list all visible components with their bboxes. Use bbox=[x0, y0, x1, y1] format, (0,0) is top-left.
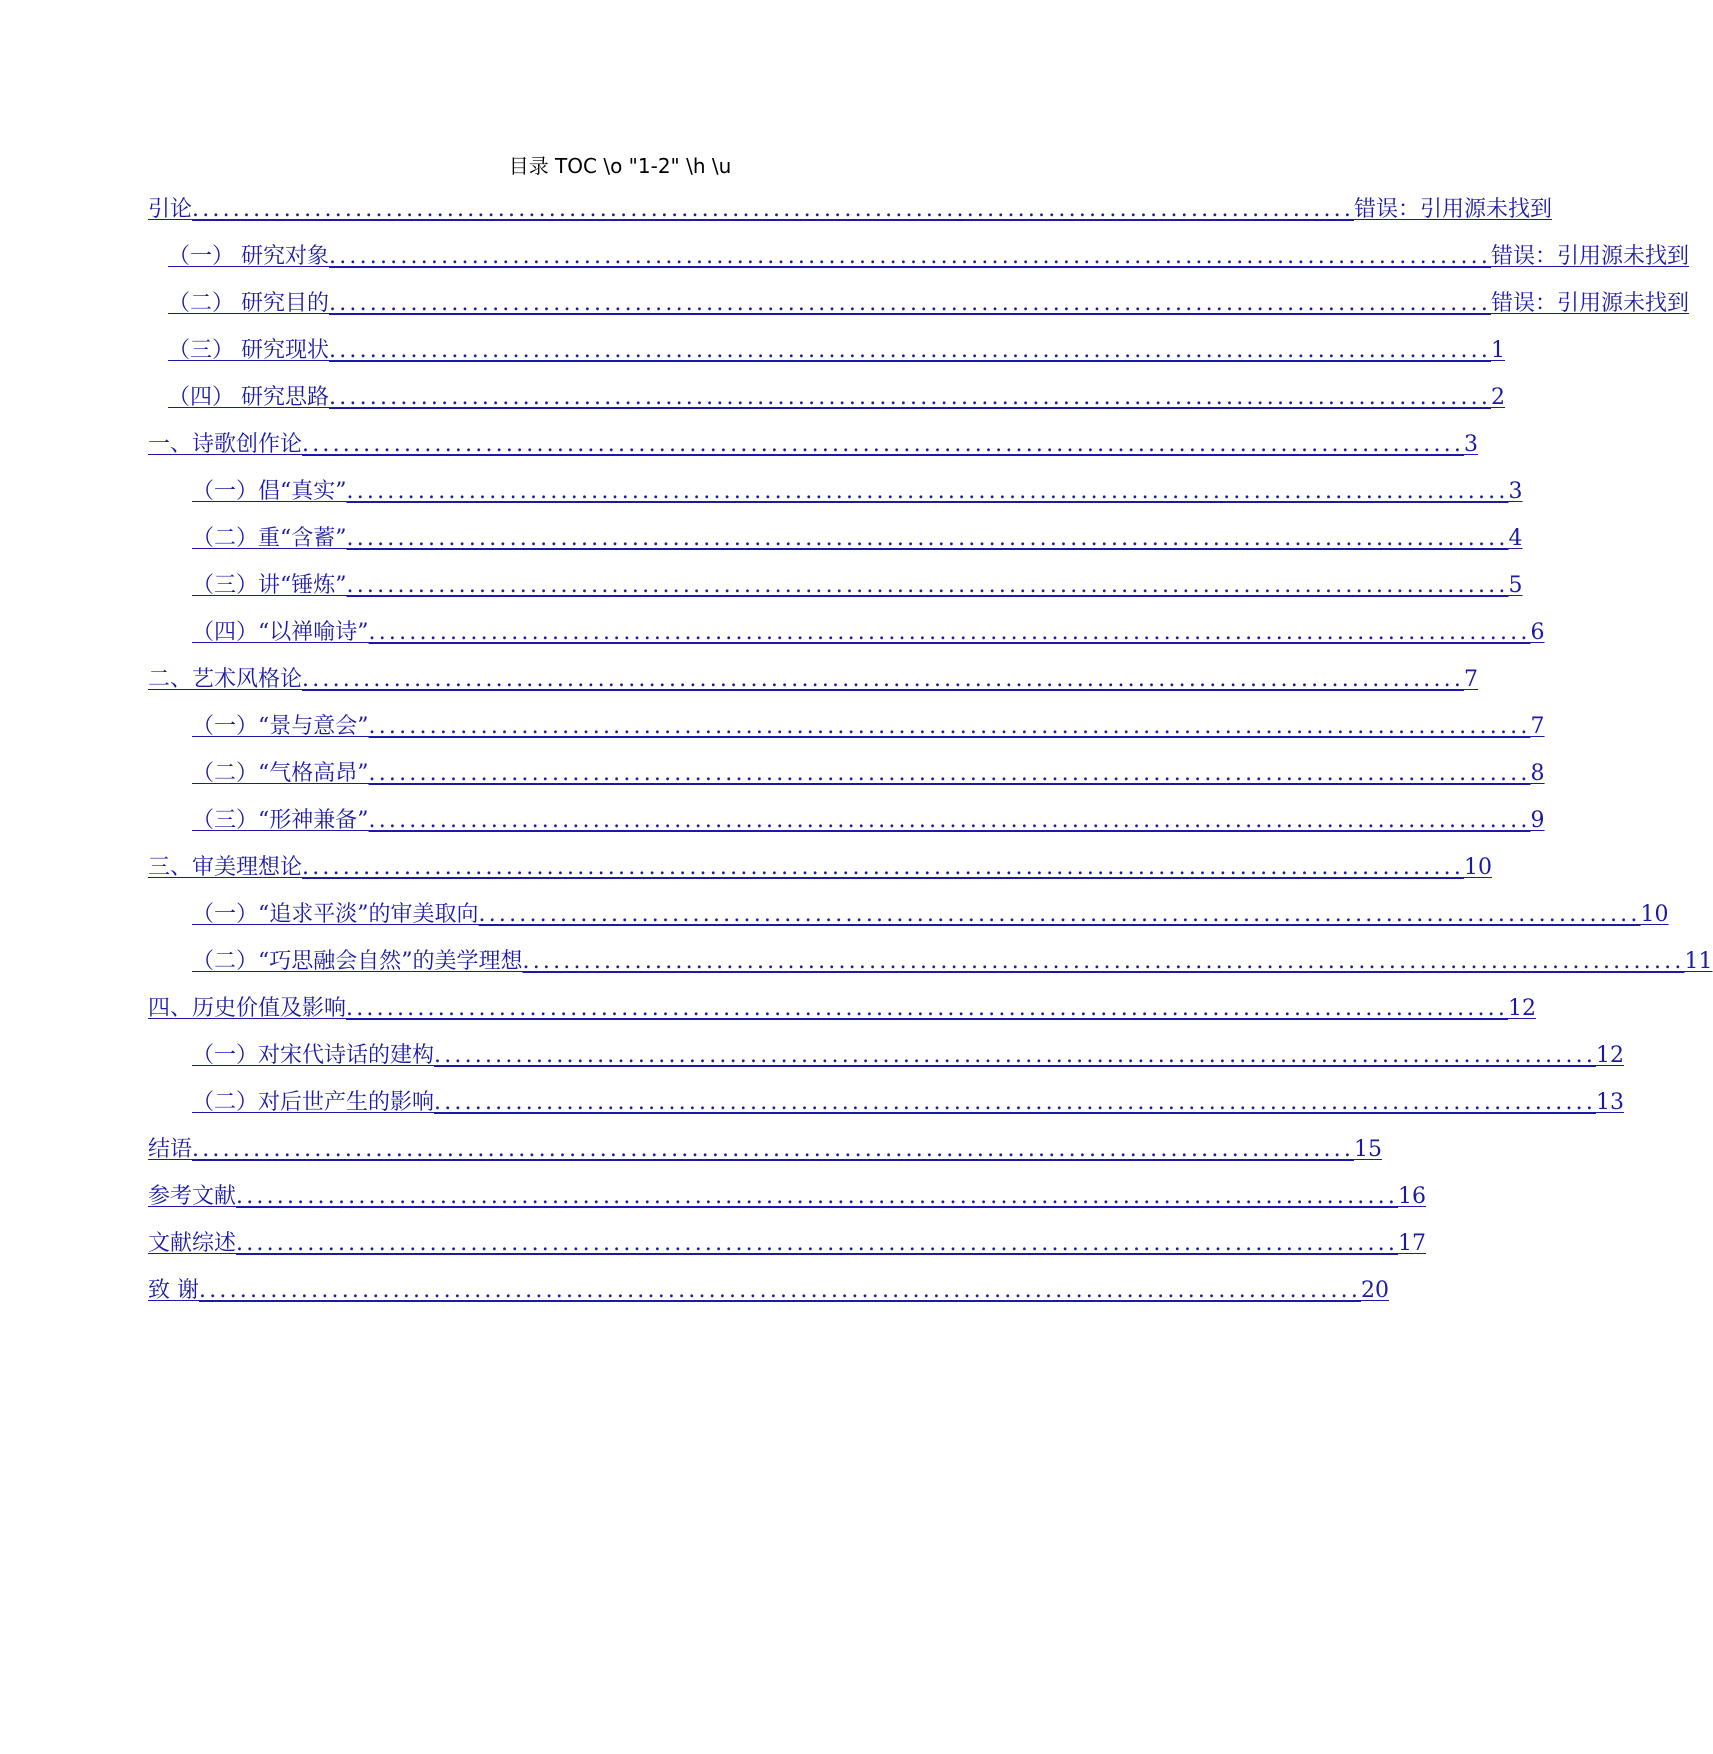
toc-entry[interactable] bbox=[168, 242, 1690, 272]
toc-leader-dots: .................................................................................................................. bbox=[434, 1090, 1597, 1115]
toc-entry-label: （二）重“含蓄” bbox=[192, 526, 347, 551]
toc-list bbox=[148, 195, 1713, 1335]
toc-entry-label: 二、艺术风格论 bbox=[148, 667, 303, 692]
toc-entry-page-number: 12 bbox=[1596, 1043, 1625, 1068]
toc-entry-page-number: 7 bbox=[1464, 667, 1479, 692]
toc-entry-label: 一、诗歌创作论 bbox=[148, 432, 303, 457]
toc-entry[interactable] bbox=[192, 477, 1523, 507]
toc-entry-label: （一）对宋代诗话的建构 bbox=[192, 1043, 435, 1068]
toc-entry-page-number: 12 bbox=[1508, 996, 1537, 1021]
toc-entry[interactable] bbox=[192, 618, 1545, 648]
toc-entry-page-number: 13 bbox=[1596, 1090, 1625, 1115]
toc-entry-page-number: 9 bbox=[1530, 808, 1545, 833]
toc-entry-page-number: 2 bbox=[1491, 385, 1506, 410]
toc-entry-page-number: 错误：引用源未找到 bbox=[1491, 291, 1690, 316]
toc-entry[interactable] bbox=[148, 195, 1553, 225]
toc-entry-label: 四、历史价值及影响 bbox=[148, 996, 347, 1021]
toc-entry[interactable] bbox=[148, 853, 1493, 883]
toc-leader-dots: .................................................................................................................. bbox=[329, 338, 1492, 363]
toc-entry-page-number: 3 bbox=[1464, 432, 1479, 457]
toc-title: 目录 TOC \o "1-2" \h \u bbox=[508, 154, 732, 178]
toc-entry-label: （二） 研究目的 bbox=[168, 291, 329, 316]
toc-leader-dots: .................................................................................................................. bbox=[522, 949, 1685, 974]
toc-entry-label: （三）讲“锤炼” bbox=[192, 573, 347, 598]
toc-entry-page-number: 错误：引用源未找到 bbox=[1491, 244, 1690, 269]
toc-entry-label: （四） 研究思路 bbox=[168, 385, 329, 410]
toc-entry-label: （三） 研究现状 bbox=[168, 338, 329, 363]
toc-entry[interactable] bbox=[192, 712, 1545, 742]
toc-entry-label: （四）“以禅喻诗” bbox=[192, 620, 369, 645]
toc-entry[interactable] bbox=[192, 759, 1545, 789]
toc-leader-dots: .................................................................................................................. bbox=[368, 761, 1531, 786]
toc-entry-label: 文献综述 bbox=[148, 1231, 237, 1256]
toc-leader-dots: .................................................................................................................. bbox=[236, 1231, 1399, 1256]
toc-entry-page-number: 15 bbox=[1354, 1137, 1383, 1162]
toc-entry-label: 引论 bbox=[148, 197, 193, 222]
toc-entry[interactable] bbox=[148, 430, 1479, 460]
toc-leader-dots: .................................................................................................................. bbox=[329, 385, 1492, 410]
toc-entry[interactable] bbox=[148, 1229, 1427, 1259]
toc-entry[interactable] bbox=[148, 994, 1537, 1024]
toc-entry-label: （一）“景与意会” bbox=[192, 714, 369, 739]
toc-entry[interactable] bbox=[168, 336, 1506, 366]
toc-entry[interactable] bbox=[168, 289, 1690, 319]
toc-entry-page-number: 10 bbox=[1464, 855, 1493, 880]
toc-entry-label: 参考文献 bbox=[148, 1184, 237, 1209]
toc-entry-page-number: 17 bbox=[1398, 1231, 1427, 1256]
toc-entry-label: （二）“巧思融会自然”的美学理想 bbox=[192, 949, 523, 974]
toc-entry-label: （一）倡“真实” bbox=[192, 479, 347, 504]
toc-leader-dots: .................................................................................................................. bbox=[368, 620, 1531, 645]
toc-leader-dots: .................................................................................................................. bbox=[329, 291, 1492, 316]
toc-leader-dots: .................................................................................................................. bbox=[346, 996, 1509, 1021]
toc-entry[interactable] bbox=[168, 383, 1506, 413]
toc-entry[interactable] bbox=[148, 665, 1479, 695]
toc-entry-page-number: 7 bbox=[1530, 714, 1545, 739]
toc-entry-label: （三）“形神兼备” bbox=[192, 808, 369, 833]
toc-entry-page-number: 16 bbox=[1398, 1184, 1427, 1209]
toc-entry-page-number: 4 bbox=[1508, 526, 1523, 551]
toc-leader-dots: .................................................................................................................. bbox=[368, 714, 1531, 739]
toc-entry[interactable] bbox=[148, 1276, 1390, 1306]
toc-entry[interactable] bbox=[148, 1182, 1427, 1212]
toc-entry-page-number: 10 bbox=[1640, 902, 1669, 927]
toc-leader-dots: .................................................................................................................. bbox=[199, 1278, 1362, 1303]
toc-leader-dots: .................................................................................................................. bbox=[478, 902, 1641, 927]
toc-entry-page-number: 3 bbox=[1508, 479, 1523, 504]
toc-entry[interactable] bbox=[192, 900, 1669, 930]
toc-leader-dots: .................................................................................................................. bbox=[192, 1137, 1355, 1162]
toc-entry-label: （二）“气格高昂” bbox=[192, 761, 369, 786]
toc-leader-dots: .................................................................................................................. bbox=[302, 855, 1465, 880]
toc-leader-dots: .................................................................................................................. bbox=[329, 244, 1492, 269]
toc-entry[interactable] bbox=[192, 524, 1523, 554]
toc-entry[interactable] bbox=[192, 1041, 1625, 1071]
toc-entry-page-number: 5 bbox=[1508, 573, 1523, 598]
toc-leader-dots: .................................................................................................................. bbox=[346, 573, 1509, 598]
toc-leader-dots: .................................................................................................................. bbox=[302, 432, 1465, 457]
toc-leader-dots: .................................................................................................................. bbox=[434, 1043, 1597, 1068]
toc-leader-dots: .................................................................................................................. bbox=[302, 667, 1465, 692]
toc-entry-label: （二）对后世产生的影响 bbox=[192, 1090, 435, 1115]
toc-entry[interactable] bbox=[148, 1135, 1383, 1165]
toc-leader-dots: .................................................................................................................. bbox=[236, 1184, 1399, 1209]
toc-leader-dots: .................................................................................................................. bbox=[346, 526, 1509, 551]
toc-entry-label: 致 谢 bbox=[148, 1278, 199, 1303]
toc-entry-label: 三、审美理想论 bbox=[148, 855, 303, 880]
toc-entry-page-number: 6 bbox=[1530, 620, 1545, 645]
toc-entry-label: （一）“追求平淡”的审美取向 bbox=[192, 902, 479, 927]
toc-entry-page-number: 1 bbox=[1491, 338, 1506, 363]
toc-entry-page-number: 错误：引用源未找到 bbox=[1354, 197, 1553, 222]
toc-entry[interactable] bbox=[192, 806, 1545, 836]
toc-entry[interactable] bbox=[192, 1088, 1625, 1118]
toc-leader-dots: .................................................................................................................. bbox=[368, 808, 1531, 833]
toc-entry-page-number: 20 bbox=[1361, 1278, 1390, 1303]
toc-entry[interactable] bbox=[192, 947, 1713, 977]
toc-entry-label: 结语 bbox=[148, 1137, 193, 1162]
toc-leader-dots: .................................................................................................................. bbox=[192, 197, 1355, 222]
toc-entry-page-number: 11 bbox=[1684, 949, 1713, 974]
toc-entry-label: （一） 研究对象 bbox=[168, 244, 329, 269]
toc-entry[interactable] bbox=[192, 571, 1523, 601]
toc-entry-page-number: 8 bbox=[1530, 761, 1545, 786]
toc-leader-dots: .................................................................................................................. bbox=[346, 479, 1509, 504]
